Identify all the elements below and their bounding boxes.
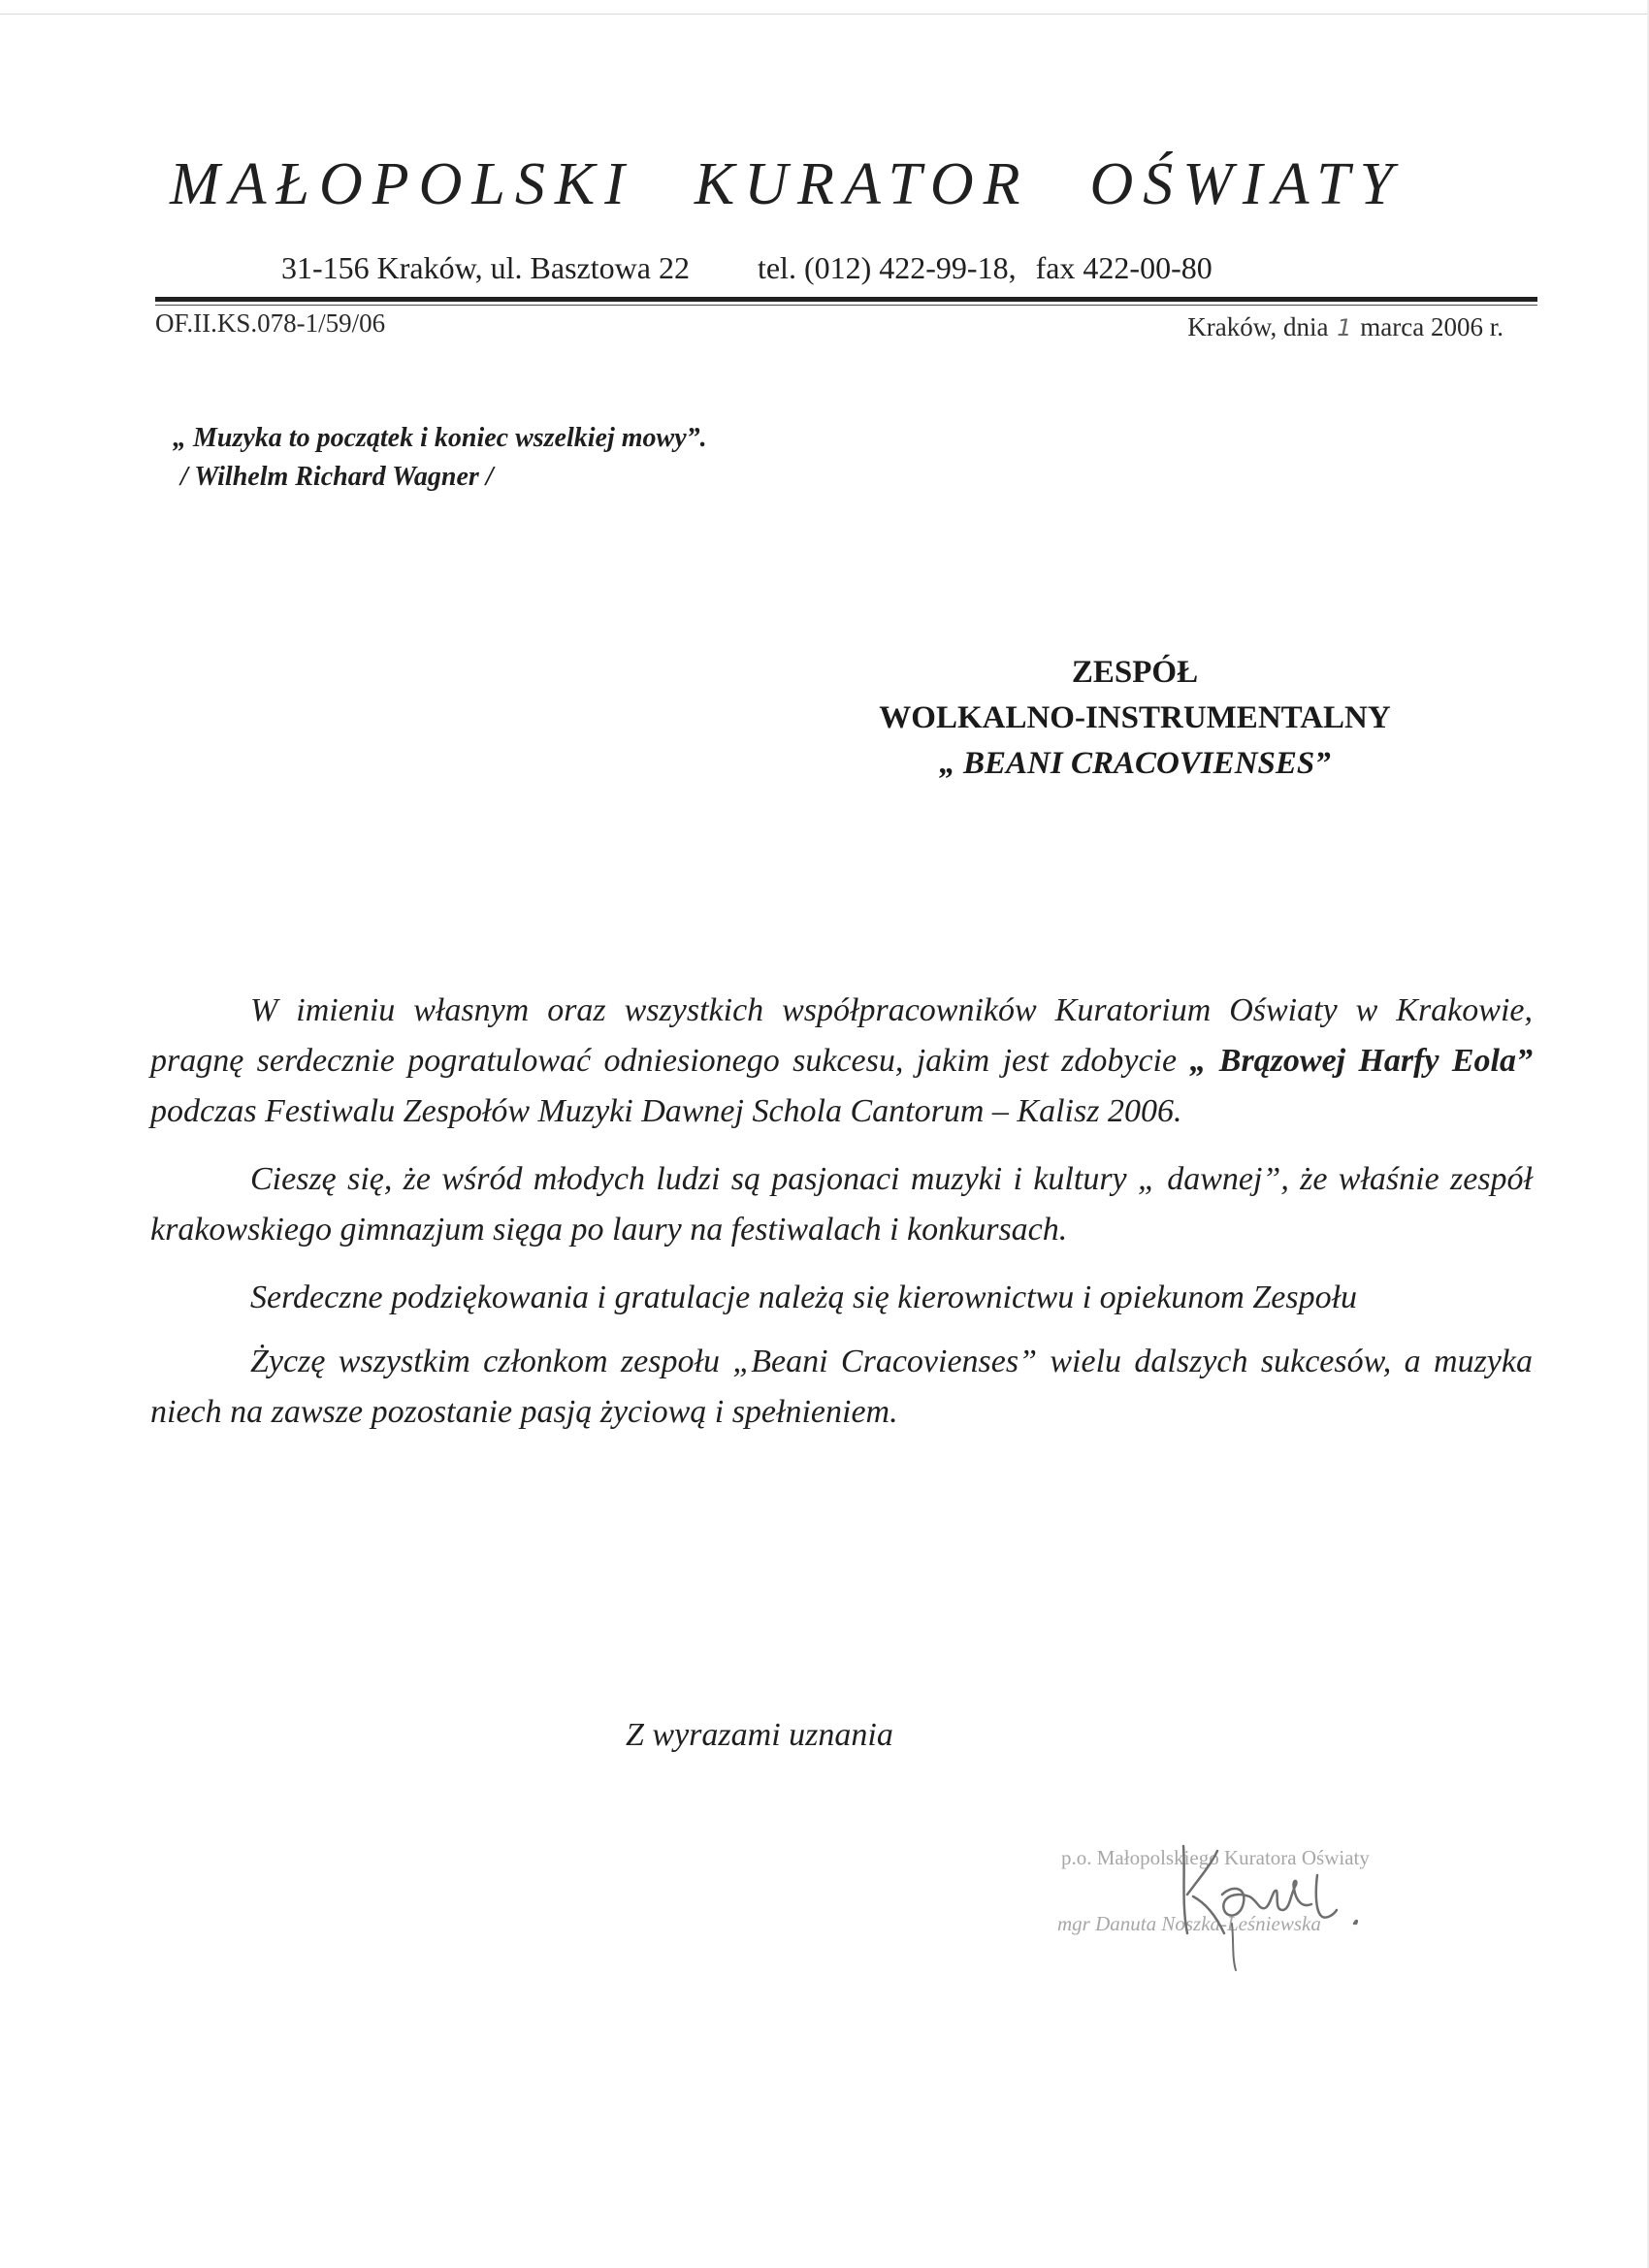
body-paragraph-1-end: podczas Festiwalu Zespołów Muzyki Dawnej Schola Cantorum – Kalisz 2006.: [150, 1093, 1182, 1129]
body-paragraph-2: Cieszę się, że wśród młodych ludzi są pasjonaci muzyki i kultury „ dawnej”, że właśnie zespół krakowskiego gimnazjum sięga po laury na festiwalach i konkursach.: [150, 1161, 1533, 1247]
letterhead-address: 31-156 Kraków, ul. Basztowa 22: [281, 250, 690, 285]
letterhead-fax: fax 422-00-80: [1035, 250, 1212, 285]
addressee-block: [747, 650, 1523, 787]
stamp-name: mgr Danuta Noszka-Leśniewska: [1057, 1912, 1321, 1935]
letterhead-phone: tel. (012) 422-99-18,: [757, 250, 1017, 285]
letter-body: [150, 986, 1533, 1455]
letterhead-rule: [155, 297, 1537, 302]
reference-number: OF.II.KS.078-1/59/06: [155, 308, 386, 338]
letterhead-rule-thin: [155, 305, 1537, 306]
scan-edge-top: [0, 0, 1649, 15]
letterhead-title: [170, 150, 1547, 219]
motto-author: / Wilhelm Richard Wagner /: [180, 462, 494, 492]
body-paragraph-4: Życzę wszystkim członkom zespołu „Beani Cracovienses” wielu dalszych sukcesów, a muzyka niech na zawsze pozostanie pasją życiową i spełnieniem.: [150, 1344, 1533, 1430]
letterhead-title-word-1: MAŁOPOLSKI: [170, 151, 634, 217]
stamp-title: p.o. Małopolskiego Kuratora Oświaty: [1061, 1846, 1370, 1869]
body-paragraph-1: [150, 986, 1533, 1137]
signature-stamp: [1057, 1836, 1445, 1953]
body-paragraph-3: Serdeczne podziękowania i gratulacje należą się kierownictwu i opiekunom Zespołu: [250, 1280, 1358, 1315]
letterhead-contact: [281, 250, 1445, 286]
addressee-line-1: ZESPÓŁ: [1071, 655, 1199, 690]
letter-date: [1187, 312, 1504, 342]
letterhead-title-word-3: OŚWIATY: [1089, 151, 1404, 217]
date-suffix: marca 2006 r.: [1360, 312, 1504, 341]
motto: [173, 419, 707, 497]
handwritten-signature-icon: [1164, 1827, 1455, 1972]
addressee-line-2: WOLKALNO-INSTRUMENTALNY: [879, 700, 1391, 735]
motto-quote: „ Muzyka to początek i koniec wszelkiej mowy”.: [173, 423, 707, 453]
closing-phrase: Z wyrazami uznania: [626, 1717, 893, 1753]
addressee-ensemble-name: „ BEANI CRACOVIENSES”: [939, 746, 1331, 781]
body-paragraph-1-start: W imieniu własnym oraz wszystkich współpracowników Kuratorium Oświaty w Krakowie, pragnę serdecznie pogratulować odniesionego sukcesu, jakim jest zdobycie: [150, 992, 1533, 1079]
letterhead-title-word-2: KURATOR: [694, 151, 1030, 217]
date-day-handwritten: 1: [1337, 314, 1352, 341]
date-prefix: Kraków, dnia: [1187, 312, 1329, 341]
award-name: „ Brązowej Harfy Eola”: [1189, 1043, 1534, 1079]
